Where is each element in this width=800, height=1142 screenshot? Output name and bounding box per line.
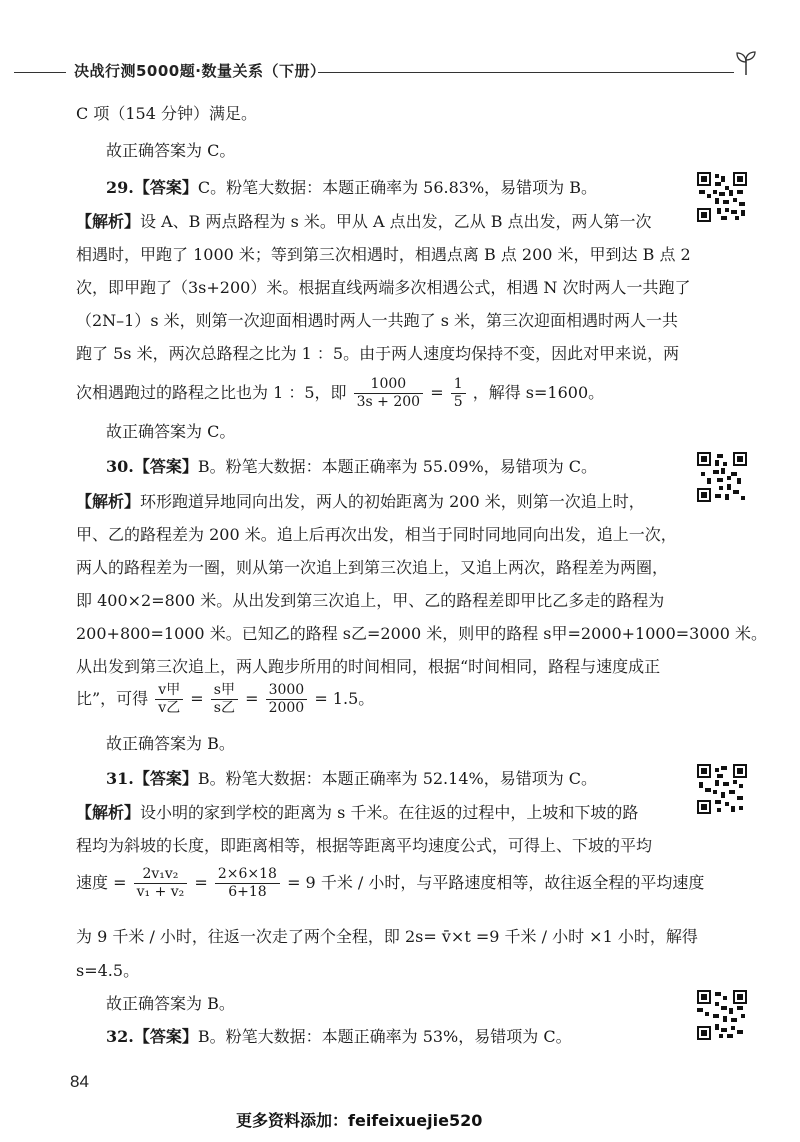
denominator: s乙: [213, 700, 235, 716]
qr-code-icon[interactable]: [697, 990, 747, 1040]
denominator: 6+18: [228, 884, 267, 900]
question-30-answer: [106, 457, 597, 477]
answer-stats: C。粉笔大数据：本题正确率为 56.83%，易错项为 B。: [197, 178, 598, 197]
answer-tag: 32.【答案】: [106, 1027, 198, 1046]
numerator: 1000: [354, 376, 423, 394]
footer-note: 更多资料添加：feifeixuejie520: [236, 1111, 483, 1130]
answer-tag: 30.【答案】: [106, 457, 198, 476]
qr-code-icon[interactable]: [697, 172, 747, 222]
answer-line: 故正确答案为 B。: [106, 734, 235, 753]
answer-tag: 29.【答案】: [106, 178, 198, 197]
numerator: 3000: [266, 682, 308, 700]
book-title: 决战行测5000题·数量关系（下册）: [74, 62, 326, 80]
fraction: [134, 866, 188, 901]
text-segment: 次相遇跑过的路程之比也为 1 ：5，即: [76, 383, 347, 402]
denominator: 5: [453, 394, 463, 410]
answer-line: 故正确答案为 C。: [106, 141, 236, 160]
question-32-answer: [106, 1027, 572, 1047]
text-segment: ，解得 s=1600。: [472, 383, 605, 402]
text-segment: = 9 千米 / 小时，与平路速度相等，故往返全程的平均速度: [287, 873, 705, 892]
denominator: v₁ + v₂: [136, 884, 185, 900]
analysis-line: [76, 492, 645, 512]
formula-line: [76, 376, 604, 411]
analysis-tag: 【解析】: [76, 492, 141, 511]
numerator: v甲: [155, 682, 183, 700]
text-line: 从出发到第三次追上，两人跑步所用的时间相同，根据“时间相同，路程与速度成正: [76, 657, 661, 676]
numerator: 2v₁v₂: [134, 866, 188, 884]
text-line: 相遇时，甲跑了 1000 米；等到第三次相遇时，相遇点离 B 点 200 米，甲到达 B 点 2: [76, 245, 691, 264]
analysis-text: 设 A、B 两点路程为 s 米。甲从 A 点出发，乙从 B 点出发，两人第一次: [140, 212, 652, 231]
numerator: 1: [451, 376, 466, 394]
page-number: 84: [70, 1072, 89, 1091]
text-line: 为 9 千米 / 小时，往返一次走了两个全程，即 2s= v̄×t =9 千米 / 小时 ×1 小时，解得: [76, 927, 698, 946]
text-line: 即 400×2=800 米。从出发到第三次追上，甲、乙的路程差即甲比乙多走的路程为: [76, 591, 665, 610]
analysis-tag: 【解析】: [76, 212, 141, 231]
fraction: [215, 866, 280, 901]
analysis-tag: 【解析】: [76, 803, 141, 822]
analysis-text: 环形跑道异地同向出发，两人的初始距离为 200 米，则第一次追上时，: [140, 492, 645, 511]
formula-line: 比”，可得 $\frac{\text{v甲}}{\text{v乙}}$ = $\frac{\text{s甲}}{\text{s乙}}$ = $\frac{3000}{2000}$ = 1.5。: [76, 682, 375, 716]
fraction: [155, 682, 183, 717]
denominator: 3s + 200: [356, 394, 421, 410]
answer-line: 故正确答案为 B。: [106, 994, 235, 1013]
equals-sign: =: [430, 383, 444, 402]
analysis-text: 设小明的家到学校的距离为 s 千米。在往返的过程中，上坡和下坡的路: [140, 803, 639, 822]
text-line: 次，即甲跑了（3s+200）米。根据直线两端多次相遇公式，相遇 N 次时两人一共跑了: [76, 278, 691, 297]
question-31-answer: [106, 769, 597, 789]
formula-line: 速度 = $\frac{\text{2v₁v₂}}{\text{v₁ + v₂}}$ = $\frac{2\times 6\times 18}{6+18}$ = 9 千米 / 小时，与平路速度相等，故往返全程的平均速度: [76, 866, 705, 900]
fraction: [451, 376, 466, 411]
question-29-answer: [106, 178, 597, 198]
denominator: 2000: [268, 700, 305, 716]
numerator: s甲: [211, 682, 238, 700]
fraction: [266, 682, 308, 717]
answer-stats: B。粉笔大数据：本题正确率为 53%，易错项为 C。: [197, 1027, 572, 1046]
qr-code-icon[interactable]: [697, 764, 747, 814]
text-line: 甲、乙的路程差为 200 米。追上后再次出发，相当于同时同地同向出发，追上一次，: [76, 525, 677, 544]
fraction: [211, 682, 238, 717]
analysis-line: [76, 212, 652, 232]
text-segment: = 1.5。: [314, 689, 375, 708]
qr-code-icon[interactable]: [697, 452, 747, 502]
text-segment: 速度 =: [76, 873, 127, 892]
text-line: 200+800=1000 米。已知乙的路程 s乙=2000 米，则甲的路程 s甲=2000+1000=3000 米。: [76, 624, 767, 643]
answer-stats: B。粉笔大数据：本题正确率为 55.09%，易错项为 C。: [197, 457, 598, 476]
answer-stats: B。粉笔大数据：本题正确率为 52.14%，易错项为 C。: [197, 769, 598, 788]
numerator: 2×6×18: [215, 866, 280, 884]
text-line: 跑了 5s 米，两次总路程之比为 1 ：5。由于两人速度均保持不变，因此对甲来说，两: [76, 344, 680, 363]
text-line: 两人的路程差为一圈，则从第一次追上到第三次追上，又追上两次，路程差为两圈，: [76, 558, 669, 577]
denominator: v乙: [158, 700, 181, 716]
text-segment: 比”，可得: [76, 689, 149, 708]
analysis-line: [76, 803, 638, 823]
text-line: C 项（154 分钟）满足。: [76, 104, 257, 123]
text-line: （2N–1）s 米，则第一次迎面相遇时两人一共跑了 s 米，第三次迎面相遇时两人一共: [76, 311, 679, 330]
text-line: 程均为斜坡的长度，即距离相等，根据等距离平均速度公式，可得上、下坡的平均: [76, 836, 653, 855]
answer-tag: 31.【答案】: [106, 769, 198, 788]
fraction: [354, 376, 423, 411]
text-line: s=4.5。: [76, 961, 140, 980]
answer-line: 故正确答案为 C。: [106, 422, 236, 441]
